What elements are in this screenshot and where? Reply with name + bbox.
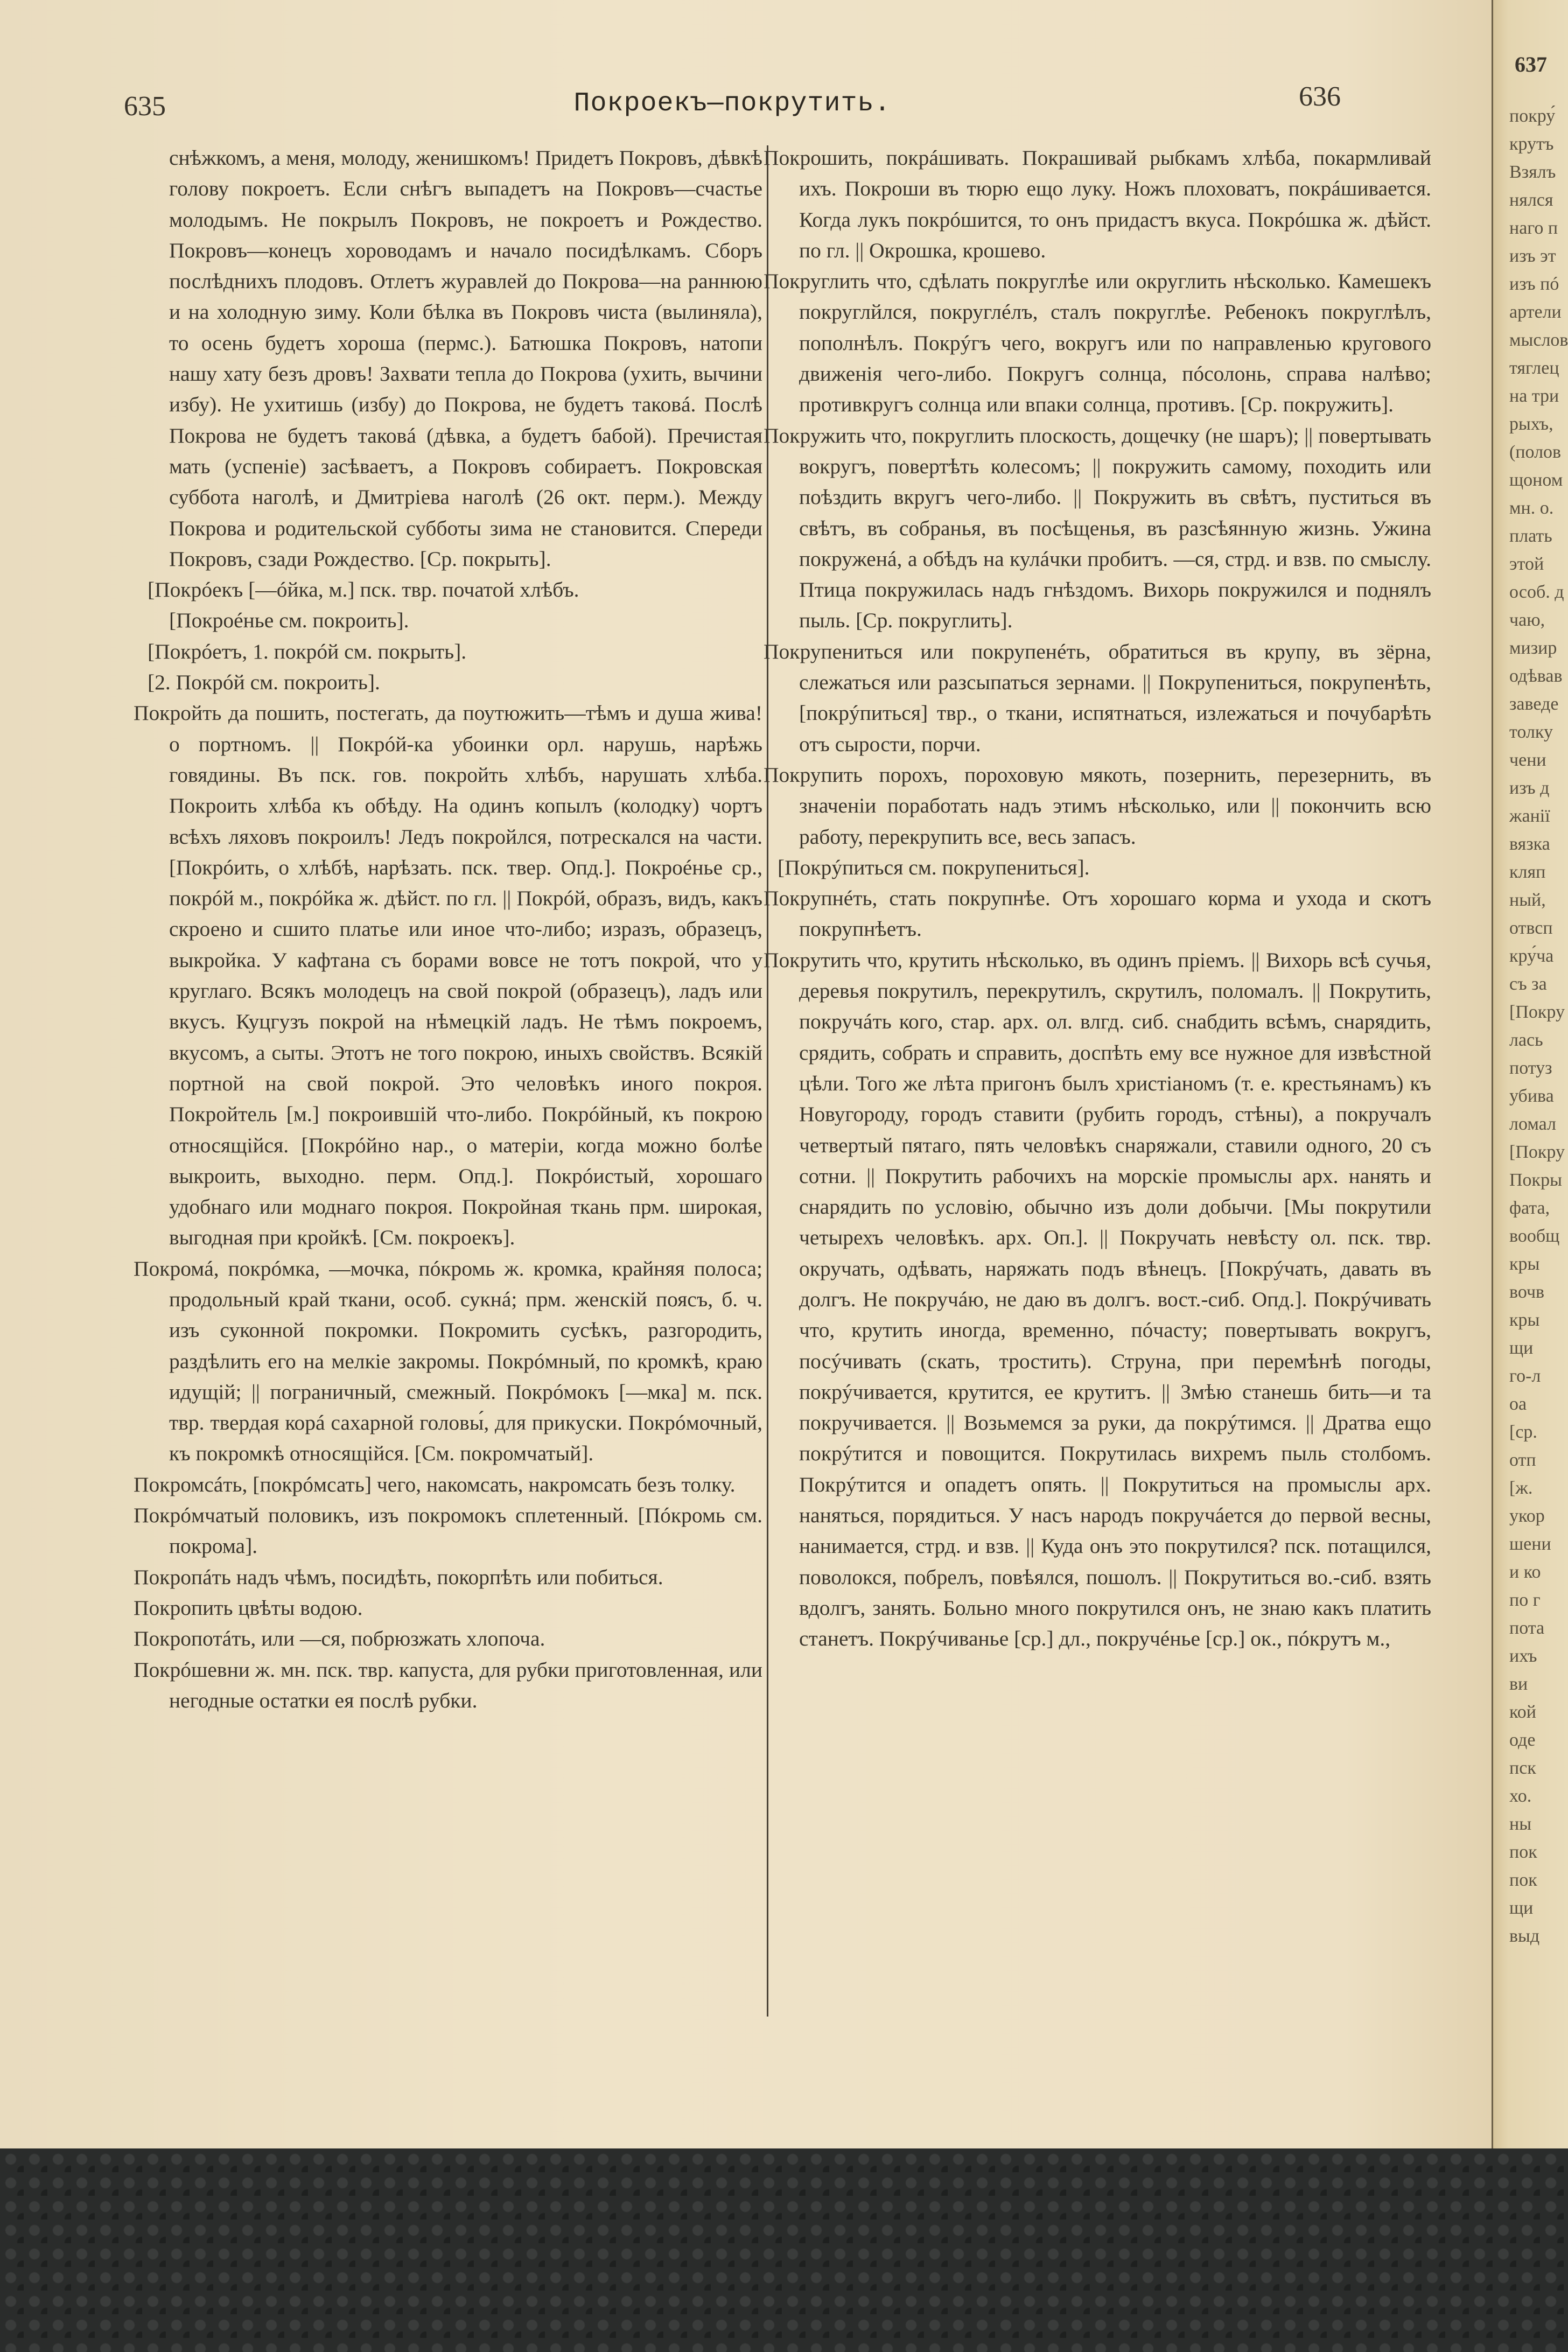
next-page-line: кру́ча [1509, 946, 1554, 966]
next-page-line: тяглец [1509, 358, 1559, 378]
next-page-line: чени [1509, 750, 1546, 770]
next-page-line: крутъ [1509, 134, 1554, 154]
next-page-line: покру́ [1509, 106, 1556, 126]
next-page-line: жанії [1509, 806, 1550, 826]
next-page-line: ный, [1509, 890, 1546, 910]
next-page-line: пота [1509, 1618, 1545, 1638]
next-page-line: потуз [1509, 1058, 1552, 1078]
entry-pokruglit: Покруглить что, сдѣлать покруглѣе или округлить нѣсколько. Камешекъ покруглйлся, покруглéлъ, сталъ покруглѣе. Ребенокъ покруглѣлъ, пополнѣлъ. Покрýгъ чего, вокругъ или по направленью кругового движенія чего-либо. Покругъ солнца, пóсолонь, справа налѣво; противкругъ солнца или впаки солнца, противъ. [Ср. покружить]. [764, 269, 1431, 417]
entry-pokromchaty: Покрóмчатый половикъ, изъ покромокъ сплетенный. [Пóкромь см. покрома]. [134, 1503, 762, 1558]
running-title: Покроекъ—покрутить. [573, 88, 891, 119]
entry-pokruzhit: Покружить что, покруглить плоскость, дощечку (не шаръ); || повертывать вокругъ, повертѣть колесомъ; || покружить самому, походить или поѣздить вкругъ чего-либо. || Покружить въ свѣтъ, пуститься въ свѣтъ, въ собранья, въ посѣщенья, въ разсѣянную жизнь. Ужина покруженá, а обѣдъ на кулáчки пробитъ. —ся, стрд. и взв. по смыслу. Птица покружилась надъ гнѣздомъ. Вихорь покружился и поднялъ пыль. [Ср. покруглить]. [764, 423, 1431, 633]
next-page-line: ны [1509, 1814, 1532, 1834]
next-page-line: вообщ [1509, 1226, 1560, 1246]
next-page-line: вязка [1509, 834, 1550, 854]
next-page-line: вочв [1509, 1282, 1545, 1302]
entry-pokroenie-ref: [Покроéнье см. покроить]. [169, 608, 409, 633]
entry-pokrupenitsya: Покрупениться или покрупенéть, обратиться въ крупу, въ зёрна, слежаться или разсыпаться зернами. || Покрупениться, покрупенѣть, [покрýпиться] твр., о ткани, испятнаться, излежаться и почубарѣть отъ сырости, порчи. [764, 639, 1431, 756]
right-column [764, 143, 1431, 1655]
next-page-line: шени [1509, 1534, 1551, 1554]
next-page-text-fragment [1509, 102, 1568, 1950]
next-page-edge [1492, 0, 1568, 2154]
next-page-line: [Покру [1509, 1002, 1565, 1022]
next-page-line: пок [1509, 1842, 1537, 1862]
next-page-line: щоном [1509, 470, 1563, 490]
entry-pokrupnet: Покрупнéть, стать покрупнѣе. Отъ хорошаго корма и ухода и скотъ покрупнѣетъ. [764, 886, 1431, 941]
entry-pokrutit: Покрутить что, крутить нѣсколько, въ одинъ пріемъ. || Вихорь всѣ сучья, деревья покрутилъ, перекрутилъ, скрутилъ, поломалъ. || Покрутить, покручáть кого, стар. арх. ол. влгд. сиб. снабдить всѣмъ, снарядить, срядить, собрать и справить, доспѣть ему все нужное для извѣстной цѣли. Того же лѣта пригонъ былъ христіаномъ (т. е. крестьянамъ) къ Новугороду, городъ ставити (рубить городъ, стѣны), а покручалъ четвертый пятаго, пять человѣкъ снаряжали, ставили одного, 20 съ сотни. || Покрутить рабочихъ на морскіе промыслы арх. нанять и снарядить по условію, обычно изъ доли добычи. [Мы покрутили четырехъ человѣкъ. арх. Оп.]. || Покручать невѣсту ол. пск. твр. окручать, одѣвать, наряжать подъ вѣнецъ. [Покрýчать, давать въ долгъ. Не покручáю, не даю въ долгъ. вост.-сиб. Опд.]. Покрýчивать что, крутить иногда, временно, пóчасту; повертывать вокругъ, посýчивать (скать, тростить). Струна, при перемѣнѣ погоды, покрýчивается, крутится, ее крутитъ. || Змѣю станешь бить—и та покручивается. || Возьмемся за руки, да покрýтимся. || Дратва ещо покрýтится и повощится. Покрутилась вихремъ пыль столбомъ. Покрýтится и опадетъ опять. || Покрутиться на промыслы арх. наняться, порядиться. У насъ народъ покручáется до первой весны, нанимается, стрд. и взв. || Куда онъ это покрутился? пск. потащился, поволокся, побрелъ, повѣялся, пошолъ. || Покрутиться во.-сиб. взять вдолгъ, занять. Больно много покрутился онъ, не знаю какъ платить станетъ. Покрýчиванье [ср.] дл., покручéнье [ср.] ок., пóкрутъ м., [764, 948, 1431, 1651]
next-page-line: плать [1509, 526, 1552, 546]
next-page-line: по г [1509, 1590, 1541, 1610]
left-column [134, 143, 762, 1716]
next-page-line: щи [1509, 1338, 1534, 1358]
next-page-line: (полов [1509, 442, 1562, 462]
next-page-line: щи [1509, 1898, 1534, 1918]
next-page-line: съ за [1509, 974, 1547, 994]
next-page-line: кой [1509, 1702, 1536, 1722]
next-page-line: толку [1509, 722, 1553, 742]
next-page-line: изъ д [1509, 778, 1550, 798]
right-page-number: 636 [1299, 81, 1341, 112]
entry-pokroshit: Покрошить, покрáшивать. Покрашивай рыбкамъ хлѣба, покармливай ихъ. Покроши въ тюрю ещо луку. Ножъ плоховатъ, покрáшивается. Когда лукъ покрóшится, то онъ придастъ вкуса. Покрóшка ж. дѣйст. по гл. || Окрошка, крошево. [764, 146, 1431, 262]
entry-pokrupitsya-ref: [Покрýпиться см. покрупениться]. [778, 855, 1090, 879]
next-page-line: хо. [1509, 1786, 1532, 1806]
next-page-line: мн. о. [1509, 498, 1554, 518]
next-page-number: 637 [1515, 52, 1547, 76]
next-page-line: оде [1509, 1730, 1536, 1750]
next-page-line: особ. д [1509, 582, 1564, 602]
next-page-line: на три [1509, 386, 1559, 406]
next-page-line: одѣвав [1509, 666, 1563, 686]
next-page-line: рыхъ, [1509, 414, 1553, 434]
next-page-line: пок [1509, 1870, 1537, 1890]
next-page-line: заведе [1509, 694, 1559, 714]
next-page-line: Взялъ [1509, 162, 1556, 182]
next-page-line: мыслов [1509, 330, 1568, 350]
next-page-line: выд [1509, 1926, 1540, 1946]
next-page-line: чаю, [1509, 610, 1545, 630]
next-page-line: [ж. [1509, 1478, 1533, 1498]
next-page-line: ви [1509, 1674, 1528, 1694]
entry-pokropit: Покропить цвѣты водою. [134, 1595, 363, 1620]
next-page-line: и ко [1509, 1562, 1541, 1582]
next-page-line: ломал [1509, 1114, 1556, 1134]
entry-pokropotat: Покропотáть, или —ся, побрюзжать хлопоча. [134, 1627, 545, 1651]
entry-continuation: снѣжкомъ, а меня, молоду, женишкомъ! Придетъ Покровъ, дѣвкѣ голову покроетъ. Если снѣгъ выпадетъ на Покровъ—счастье молодымъ. Не покрылъ Покровъ, не покроетъ и Рождество. Покровъ—конецъ хороводамъ и начало посидѣлкамъ. Сборъ послѣднихъ плодовъ. Отлетъ журавлей до Покрова—на раннюю и на холодную зиму. Коли бѣлка въ Покровъ чиста (вылиняла), то осень будетъ хороша (пермс.). Батюшка Покровъ, натопи нашу хату безъ дровъ! Захвати тепла до Покрова (ухить, вычини избу). Не ухитишь (избу) до Покрова, не будетъ таковá. Послѣ Покрова не будетъ таковá (дѣвка, а будетъ бабой). Пречистая мать (успеніе) засѣваетъ, а Покровъ собираетъ. Покровская суббота наголѣ, и Дмитріева наголѣ (26 окт. перм.). Между Покрова и родительской субботы зима не становится. Спереди Покровъ, сзади Рождество. [Ср. покрыть]. [169, 146, 762, 571]
entry-pokromsat: Покромсáть, [покрóмсать] чего, накомсать, накромсать безъ толку. [134, 1472, 736, 1496]
next-page-line: наго п [1509, 218, 1558, 238]
entry-pokrupit: Покрупить порохъ, пороховую мякоть, позернить, перезернить, въ значеніи поработать надъ этимъ нѣсколько, или || покончить всю работу, перекрупить все, весь запасъ. [764, 762, 1431, 849]
next-page-line: пск [1509, 1758, 1536, 1778]
next-page-line: Покры [1509, 1170, 1562, 1190]
entry-pokroma: Покромá, покрóмка, —мочка, пóкромь ж. кромка, крайняя полоса; продольный край ткани, особ. сукнá; прм. женскій поясъ, б. ч. изъ суконной покромки. Покромить сусѣкъ, разгородить, раздѣлить его на мелкіе закромы. Покрóмный, по кромкѣ, краю идущій; || пограничный, смежный. Покрóмокъ [—мка] м. пск. твр. твердая корá сахарной головы́, для прикуски. Покрóмочный, къ покромкѣ относящійся. [См. покромчатый]. [134, 1256, 762, 1466]
next-page-line: изъ эт [1509, 246, 1556, 266]
next-page-line: нялся [1509, 190, 1553, 210]
left-page-number: 635 [124, 91, 166, 122]
next-page-line: кры [1509, 1254, 1540, 1274]
entry-pokroek: [Покрóекъ [—óйка, м.] пск. твр. початой хлѣбъ. [148, 578, 579, 602]
next-page-line: [Покру [1509, 1142, 1565, 1162]
next-page-line: ихъ [1509, 1646, 1537, 1666]
background-mat [0, 2148, 1568, 2352]
next-page-line: отвсп [1509, 918, 1553, 938]
entry-pokroi-2: [2. Покрóй см. покроить]. [148, 670, 380, 695]
page-header [124, 81, 1341, 124]
entry-pokroet: [Покрóетъ, 1. покрóй см. покрыть]. [148, 639, 467, 663]
entry-pokroit: Покройть да пошить, постегать, да поутюжить—тѣмъ и душа жива! о портномъ. || Покрóй-ка убоинки орл. нарушь, нарѣжь говядины. Въ пск. гов. покройть хлѣбъ, нарушать хлѣба. Покроить хлѣба къ обѣду. На одинъ копылъ (колодку) чортъ всѣхъ ляховъ покроилъ! Ледъ покройлся, потрескался на части. [Покрóить, о хлѣбѣ, нарѣзать. пск. твер. Опд.]. Покроéнье ср., покрóй м., покрóйка ж. дѣйст. по гл. || Покрóй, образъ, видъ, какъ скроено и сшито платье или иное что-либо; изразъ, образецъ, выкройка. У кафтана съ борами вовсе не тотъ покрой, что у круглаго. Всякъ молодецъ на свой покрой (образецъ), ладъ или вкусъ. Куцгузъ покрой на нѣмецкій ладъ. Не тѣмъ покроемъ, вкусомъ, а сыты. Этотъ не того покрою, иныхъ свойствъ. Всякій портной на свой покрой. Это человѣкъ иного покроя. Покройтель [м.] покроившій что-либо. Покрóйный, къ покрою относящійся. [Покрóйно нар., о матеріи, когда можно болѣе выкроить, выходно. перм. Опд.]. Покрóистый, хорошаго удобнаго или моднаго покроя. Покройная ткань прм. широкая, выгодная при кройкѣ. [См. покроекъ]. [134, 701, 762, 1250]
next-page-line: [ср. [1509, 1422, 1537, 1442]
next-page-line: отп [1509, 1450, 1536, 1470]
next-page-line: изъ пó [1509, 274, 1559, 294]
next-page-line: оа [1509, 1394, 1527, 1414]
next-page-line: мизир [1509, 638, 1557, 658]
next-page-line: го-л [1509, 1366, 1541, 1386]
next-page-line: укор [1509, 1506, 1545, 1526]
next-page-line: убива [1509, 1086, 1554, 1106]
next-page-line: кры [1509, 1310, 1540, 1330]
next-page-line: этой [1509, 554, 1544, 574]
entry-pokroshevni: Покрóшевни ж. мн. пск. твр. капуста, для рубки приготовленная, или негодные остатки ея послѣ рубки. [134, 1657, 762, 1712]
next-page-line: фата, [1509, 1198, 1550, 1218]
next-page-line: лась [1509, 1030, 1543, 1050]
next-page-line: артели [1509, 302, 1562, 322]
entry-pokropat: Покропáть надъ чѣмъ, посидѣть, покорпѣть или побиться. [134, 1565, 663, 1589]
next-page-line: кляп [1509, 862, 1546, 882]
